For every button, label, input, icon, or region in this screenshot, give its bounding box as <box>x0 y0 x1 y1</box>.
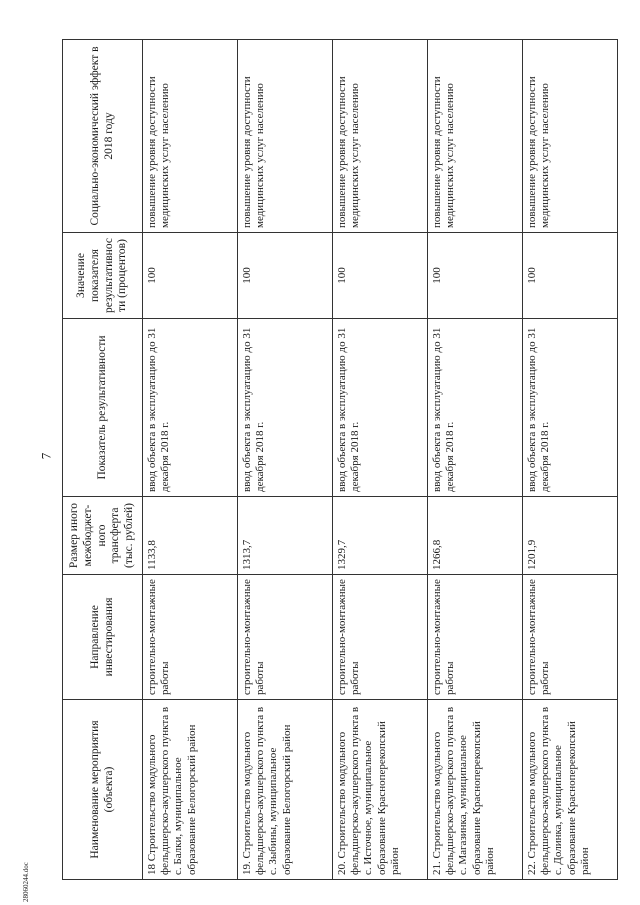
cell-name: 19. Строительство модульного фельдшерско-акушерского пункта в с. Зыбины, муниципальное образование Белогорский район <box>238 700 333 880</box>
cell-indicator: ввод объекта в эксплуатацию до 31 декабря 2018 г. <box>333 319 428 497</box>
table-row <box>238 40 333 880</box>
table-container <box>62 40 618 880</box>
cell-direction: строительно-монтажные работы <box>333 575 428 700</box>
table-row <box>143 40 238 880</box>
cell-direction: строительно-монтажные работы <box>143 575 238 700</box>
cell-value: 100 <box>238 233 333 319</box>
cell-indicator: ввод объекта в эксплуатацию до 31 декабря 2018 г. <box>143 319 238 497</box>
cell-name: 18 Строительство модульного фельдшерско-акушерского пункта в с. Балки, муниципальное образование Белогорский район <box>143 700 238 880</box>
document-code: 28060244.doc <box>22 862 30 902</box>
cell-indicator: ввод объекта в эксплуатацию до 31 декабря 2018 г. <box>523 319 618 497</box>
header-indicator: Показатель результативности <box>63 319 143 497</box>
cell-effect: повышение уровня доступности медицинских услуг населению <box>333 40 428 233</box>
cell-amount: 1201,9 <box>523 497 618 575</box>
header-name: Наименование мероприятия (объекта) <box>63 700 143 880</box>
cell-amount: 1329,7 <box>333 497 428 575</box>
cell-name: 21. Строительство модульного фельдшерско-акушерского пункта в с. Магазинка, муниципальное образование Красноперекопский район <box>428 700 523 880</box>
cell-value: 100 <box>333 233 428 319</box>
cell-direction: строительно-монтажные работы <box>428 575 523 700</box>
header-value: Значение показателя результативности (процентов) <box>63 233 143 319</box>
cell-effect: повышение уровня доступности медицинских услуг населению <box>428 40 523 233</box>
cell-value: 100 <box>143 233 238 319</box>
cell-value: 100 <box>428 233 523 319</box>
cell-direction: строительно-монтажные работы <box>523 575 618 700</box>
cell-effect: повышение уровня доступности медицинских услуг населению <box>143 40 238 233</box>
cell-effect: повышение уровня доступности медицинских услуг населению <box>523 40 618 233</box>
cell-amount: 1313,7 <box>238 497 333 575</box>
cell-name: 20. Строительство модульного фельдшерско-акушерского пункта в с. Источное, муниципальное образование Красноперекопский район <box>333 700 428 880</box>
header-effect: Социально-экономический эффект в 2018 году <box>63 40 143 233</box>
cell-indicator: ввод объекта в эксплуатацию до 31 декабря 2018 г. <box>238 319 333 497</box>
cell-effect: повышение уровня доступности медицинских услуг населению <box>238 40 333 233</box>
cell-amount: 1133,8 <box>143 497 238 575</box>
table-row <box>523 40 618 880</box>
table-row <box>333 40 428 880</box>
header-direction: Направление инвестирования <box>63 575 143 700</box>
table-row <box>428 40 523 880</box>
cell-value: 100 <box>523 233 618 319</box>
page-number: 7 <box>38 452 54 460</box>
header-amount: Размер иного межбюджет-ного трансферта (тыс. рублей) <box>63 497 143 575</box>
cell-name: 22. Строительство модульного фельдшерско-акушерского пункта в с. Долинка, муниципальное образование Красноперекопский район <box>523 700 618 880</box>
cell-indicator: ввод объекта в эксплуатацию до 31 декабря 2018 г. <box>428 319 523 497</box>
cell-amount: 1266,8 <box>428 497 523 575</box>
investment-table <box>62 39 618 880</box>
table-header-row <box>63 40 143 880</box>
cell-direction: строительно-монтажные работы <box>238 575 333 700</box>
